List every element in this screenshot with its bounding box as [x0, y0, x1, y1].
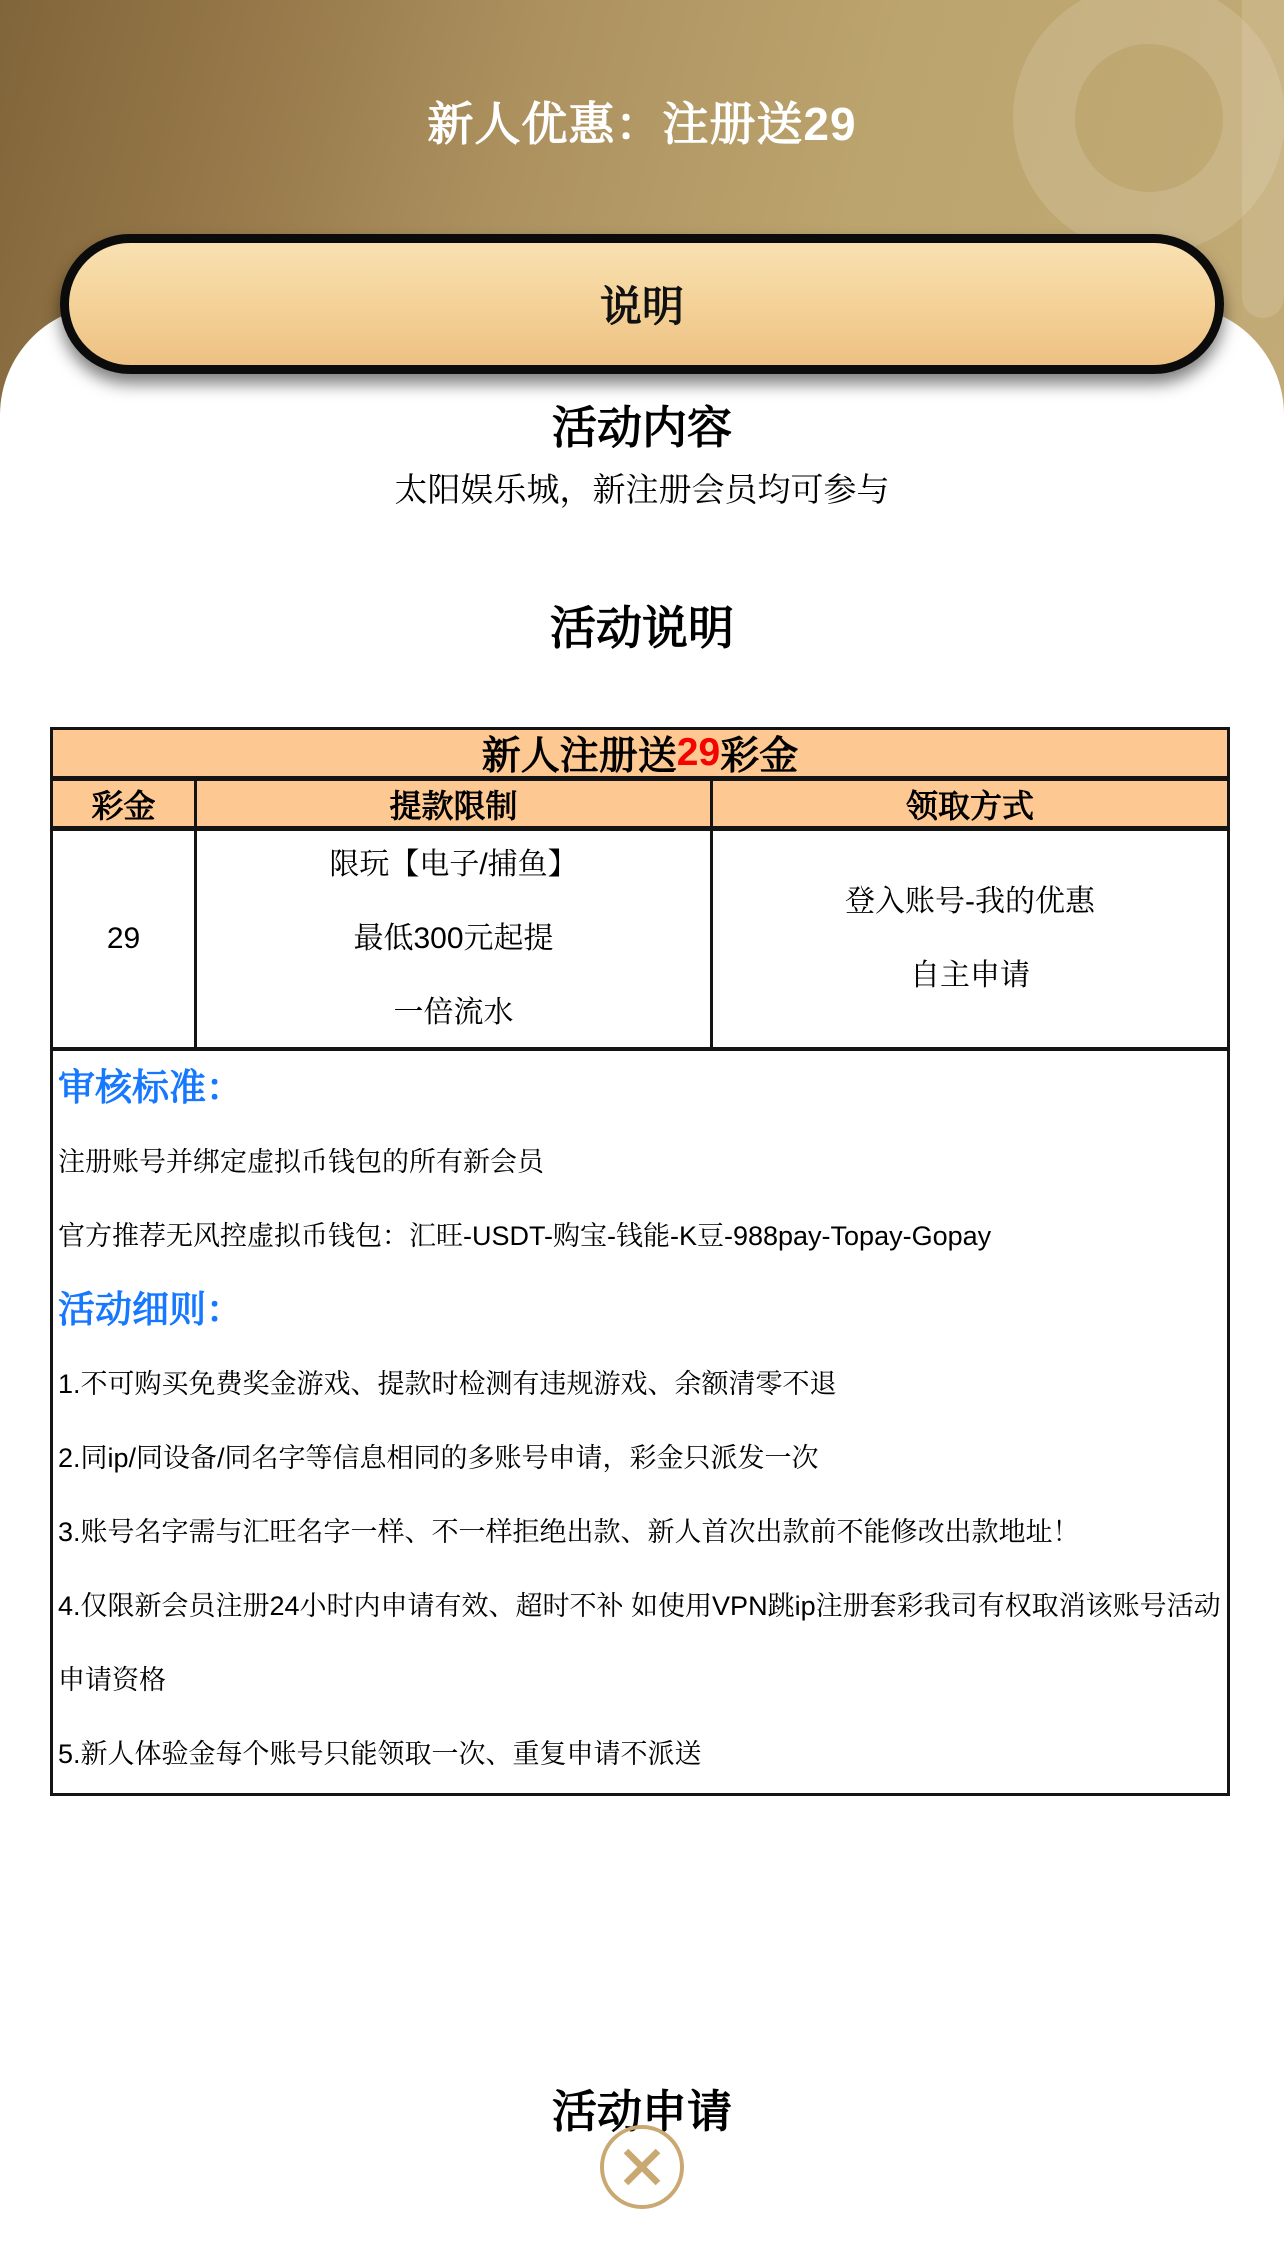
close-button[interactable] — [600, 2125, 684, 2209]
promo-table-title — [53, 730, 1227, 781]
rule-line: 1.不可购买免费奖金游戏、提款时检测有违规游戏、余额清零不退 — [58, 1369, 837, 1399]
column-header-limits: 提款限制 — [197, 781, 713, 826]
activity-content-text: 太阳娱乐城，新注册会员均可参与 — [394, 471, 890, 508]
activity-rules-heading: 活动细则： — [58, 1289, 243, 1330]
bonus-value-cell: 29 — [53, 831, 197, 1047]
explanation-pill-button[interactable] — [60, 234, 1224, 374]
close-icon — [620, 2145, 664, 2189]
watermark-tail — [1242, 0, 1284, 318]
explanation-pill-label: 说明 — [599, 283, 684, 330]
column-header-claim: 领取方式 — [905, 787, 1034, 824]
activity-content-heading: 活动内容 — [551, 402, 732, 453]
promo-table-header-row — [53, 781, 1227, 831]
claim-line: 自主申请 — [910, 959, 1030, 992]
limit-line: 一倍流水 — [393, 996, 514, 1029]
page-title: 新人优惠：注册送29 — [427, 98, 857, 150]
limit-line: 最低300元起提 — [353, 922, 554, 955]
promo-table — [50, 727, 1230, 1796]
promo-title-prefix: 新人注册送 — [481, 735, 677, 778]
rule-line: 2.同ip/同设备/同名字等信息相同的多账号申请，彩金只派发一次 — [58, 1443, 819, 1473]
claim-method-cell — [713, 831, 1227, 1047]
limit-line: 限玩【电子/捕鱼】 — [329, 848, 578, 881]
review-line: 官方推荐无风控虚拟币钱包：汇旺-USDT-购宝-钱能-K豆-988pay-Topay-Gopay — [58, 1221, 992, 1251]
withdraw-limits-cell — [197, 831, 713, 1047]
review-line: 注册账号并绑定虚拟币钱包的所有新会员 — [58, 1147, 544, 1177]
promo-title-amount: 29 — [676, 731, 721, 774]
promo-table-data-row — [53, 831, 1227, 1051]
rule-line: 申请资格 — [58, 1665, 166, 1695]
promo-terms-text — [53, 1051, 1227, 1793]
activity-description-heading: 活动说明 — [550, 602, 734, 654]
claim-line: 登入账号-我的优惠 — [845, 885, 1095, 918]
clipped-next-heading — [0, 2075, 1284, 2089]
rule-line: 4.仅限新会员注册24小时内申请有效、超时不补 如使用VPN跳ip注册套彩我司有权取消该账号活动 — [58, 1591, 1221, 1621]
column-header-bonus: 彩金 — [53, 781, 197, 826]
rule-line: 3.账号名字需与汇旺名字一样、不一样拒绝出款、新人首次出款前不能修改出款地址！ — [58, 1517, 1080, 1547]
rule-line: 5.新人体验金每个账号只能领取一次、重复申请不派送 — [58, 1739, 702, 1769]
promo-title-suffix: 彩金 — [720, 735, 799, 778]
review-standards-heading: 审核标准： — [58, 1067, 243, 1108]
